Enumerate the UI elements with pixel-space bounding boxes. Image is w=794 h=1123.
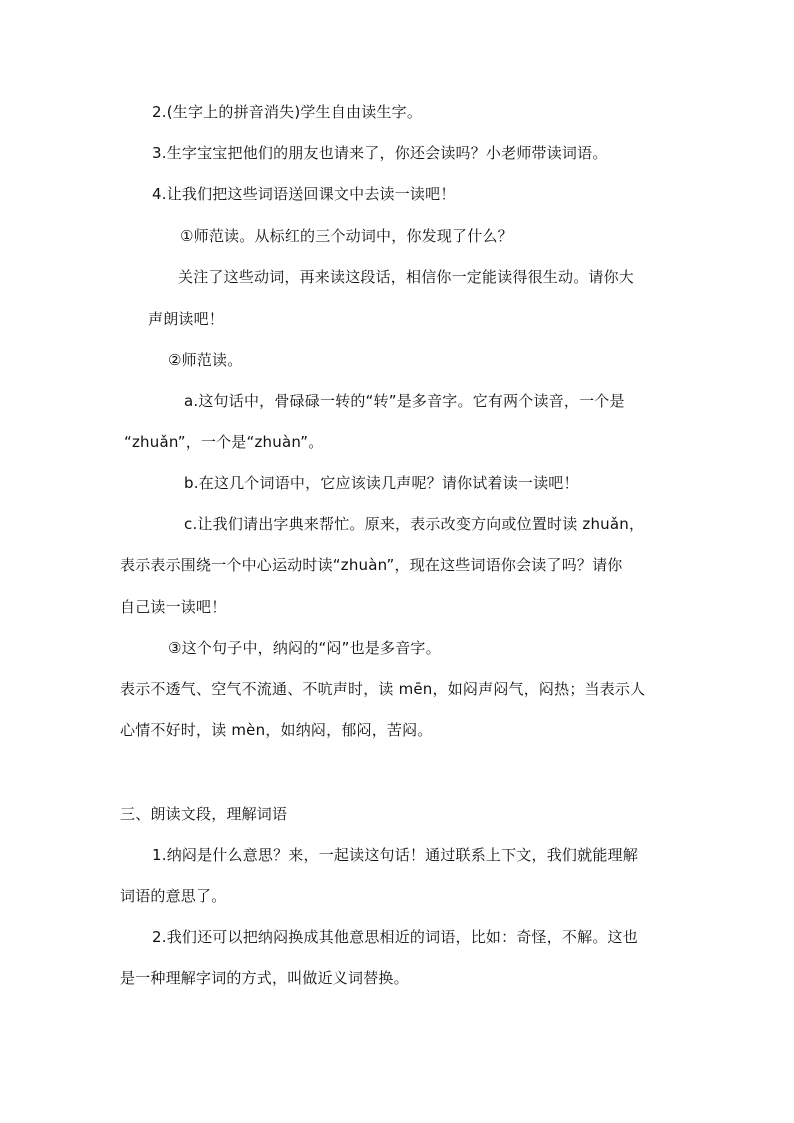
text-line: ③这个句子中，纳闷的“闷”也是多音字。	[168, 639, 441, 657]
text-line: 3.生字宝宝把他们的朋友也请来了，你还会读吗？小老师带读词语。	[152, 144, 608, 162]
text-line: 4.让我们把这些词语送回课文中去读一读吧！	[152, 185, 456, 203]
text-line: b.在这几个词语中，它应该读几声呢？请你试着读一读吧！	[184, 474, 579, 492]
text-line: “zhuǎn”，一个是“zhuàn”。	[124, 433, 324, 451]
text-line: 心情不好时，读 mèn，如纳闷，郁闷，苦闷。	[120, 721, 433, 739]
text-line: 表示不透气、空气不流通、不吭声时，读 mēn，如闷声闷气，闷热；当表示人	[120, 680, 646, 698]
text-line: a.这句话中，骨碌碌一转的“转”是多音字。它有两个读音，一个是	[184, 392, 625, 410]
text-line: 声朗读吧！	[148, 310, 225, 328]
section-heading: 三、朗读文段，理解词语	[120, 805, 288, 823]
text-line: ②师范读。	[168, 351, 243, 369]
text-line: 自己读一读吧！	[120, 598, 227, 616]
text-line: c.让我们请出字典来帮忙。原来，表示改变方向或位置时读 zhuǎn，	[184, 515, 645, 533]
text-line: 2.我们还可以把纳闷换成其他意思相近的词语，比如：奇怪，不解。这也	[152, 928, 638, 946]
text-line: ①师范读。从标红的三个动词中，你发现了什么？	[180, 227, 513, 245]
text-line: 1.纳闷是什么意思？来，一起读这句话！通过联系上下文，我们就能理解	[152, 846, 638, 864]
text-line: 关注了这些动词，再来读这段话，相信你一定能读得很生动。请你大	[178, 268, 635, 286]
text-line: 表示表示围绕一个中心运动时读“zhuàn”，现在这些词语你会读了吗？请你	[120, 556, 623, 574]
text-line: 词语的意思了。	[120, 887, 227, 905]
text-line: 2.(生字上的拼音消失)学生自由读生字。	[152, 103, 423, 121]
text-line: 是一种理解字词的方式，叫做近义词替换。	[120, 969, 409, 987]
